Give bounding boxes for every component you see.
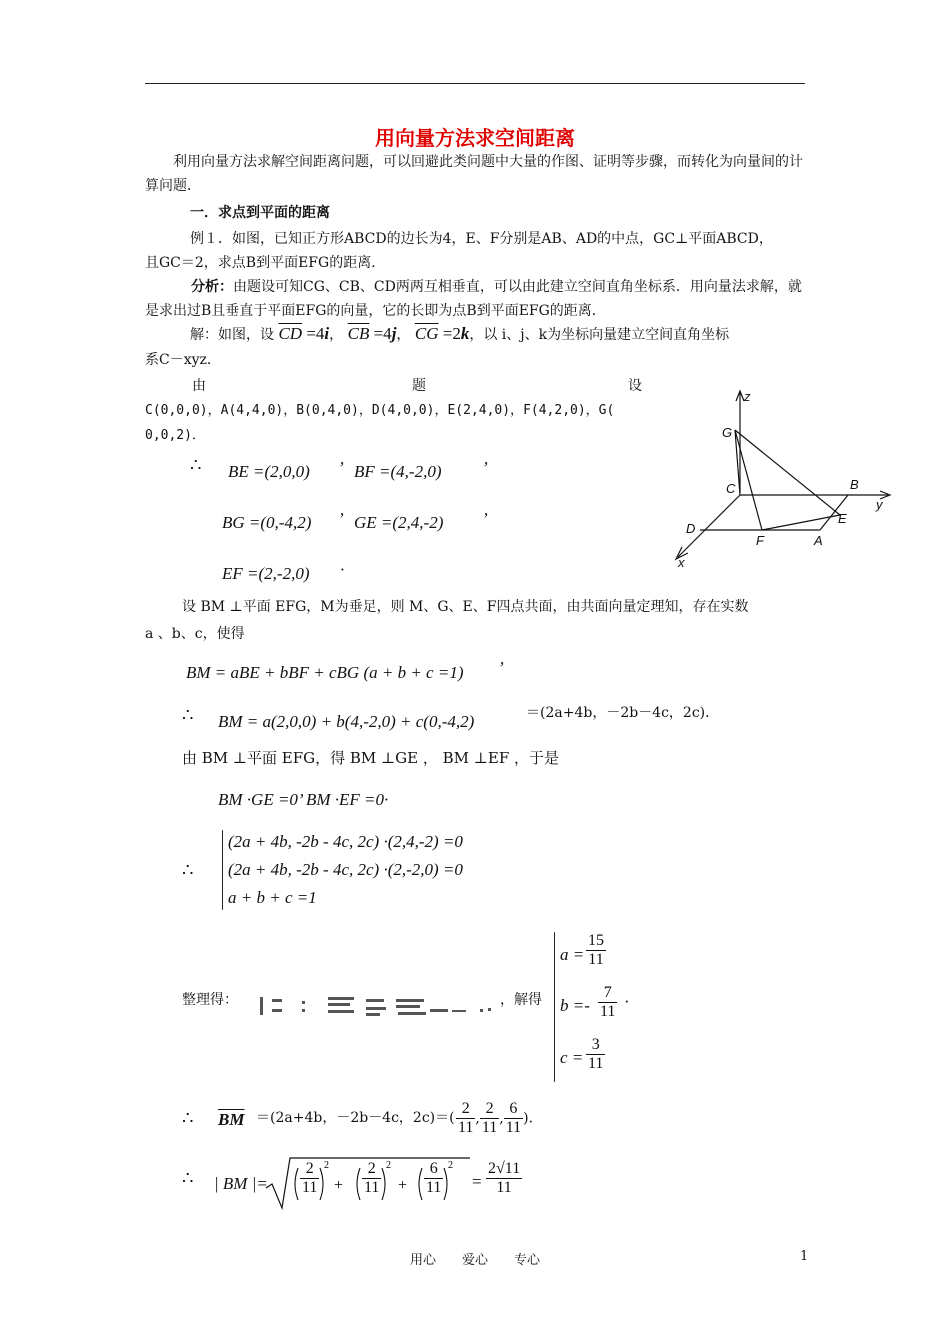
section-heading: 一．求点到平面的距离 (190, 205, 330, 221)
norm-f2 (362, 1160, 381, 1197)
comma-1: ’ (338, 458, 344, 477)
sol-a-lhs: a = (560, 945, 585, 964)
bm-f3-num: 6 (504, 1100, 523, 1119)
label-d: D (686, 521, 696, 536)
sol-a-frac (586, 932, 606, 969)
therefore-2: ∴ (182, 705, 194, 725)
therefore-5: ∴ (182, 1168, 194, 1188)
solution-brace (554, 932, 555, 1082)
norm-f3 (424, 1160, 443, 1197)
bm-vector-label: $\overline{BM}$ (218, 1110, 245, 1129)
label-g: G (722, 425, 733, 440)
eq-bg: BG =(0,-4,2) (222, 513, 312, 532)
bm-f1-num: 2 (456, 1100, 475, 1119)
period-1: · (340, 560, 345, 579)
eq-cb: =4 (369, 324, 392, 343)
eq-bm-combination: BM = aBE + bBF + cBG (a + b + c =1) (186, 663, 464, 682)
sol-b-den: 11 (600, 1003, 616, 1020)
system-eq-1: (2a + 4b, -2b - 4c, 2c) ·(2,4,-2) =0 (228, 832, 463, 851)
label-a: A (814, 533, 823, 548)
set-abc-line: a 、b、c，使得 (145, 626, 245, 642)
eq-bm-expand: BM = a(2,0,0) + b(4,-2,0) + c(0,-4,2) (218, 712, 475, 731)
bm-fractions: $\frac{2}{11}$ , $\frac{2}{11}$ , $\frac{6}{11}$ )． (458, 1100, 543, 1136)
bm-vector-eq: ＝(2a+4b，－2b－4c，2c)＝( (256, 1110, 455, 1126)
therefore-4: ∴ (182, 1108, 194, 1128)
label-b: B (850, 477, 859, 492)
system-brace (222, 830, 223, 910)
unit-k: k (460, 324, 470, 343)
svg-text:2: 2 (324, 1160, 329, 1171)
sol-b-lhs: b =- (560, 996, 590, 1015)
norm-f3-num: 6 (424, 1160, 443, 1179)
page-title: 用向量方法求空间距离 (375, 126, 575, 150)
vector-cg: $\overline{CG}$ (414, 324, 439, 343)
norm-f1-num: 2 (300, 1160, 319, 1179)
system-eq-3: a + b + c =1 (228, 888, 317, 907)
bm-f1-den: 11 (458, 1119, 474, 1136)
solution-line-2: 系C－xyz． (145, 352, 221, 368)
eq-ef: EF =(2,-2,0) (222, 564, 310, 583)
comma-4: ’ (482, 509, 488, 528)
comma-2: ’ (482, 458, 488, 477)
comma-5: ’ (498, 658, 504, 677)
eq-bf: BF =(4,-2,0) (354, 462, 442, 481)
unit-j: j (391, 324, 397, 343)
label-f: F (756, 533, 764, 548)
norm-f2-num: 2 (362, 1160, 381, 1179)
solution-intro: 解：如图，设 (190, 327, 274, 343)
dot-equations: BM ·GE =0’ BM ·EF =0· (218, 790, 389, 809)
coords-word-1: 由 (192, 378, 206, 394)
vector-cd: $\overline{CD}$ (278, 324, 303, 343)
bm-close: )． (523, 1110, 543, 1127)
label-e: E (838, 511, 847, 526)
set-bm-line: 设 BM ⊥平面 EFG，M为垂足，则 M、G、E、F四点共面，由共面向量定理知，存在实数 (182, 599, 749, 615)
sol-c-frac (586, 1036, 605, 1073)
sol-c-lhs: c = (560, 1048, 584, 1067)
therefore-1: ∴ (190, 455, 202, 475)
solution-line-1: 解：如图，设 $\overline{CD} =4i$， $\overline{CB} =4j$， $\overline{CG} =2k$，以 i、j、k为坐标向量建立空间直角坐标 (190, 324, 730, 343)
sol-a-num: 15 (588, 932, 604, 949)
analysis-label: 分析： (191, 279, 233, 295)
eq-cg: =2 (438, 324, 461, 343)
norm-result-num: 2√11 (488, 1160, 521, 1177)
analysis-paragraph (145, 275, 807, 323)
label-y: y (876, 497, 883, 512)
header-rule (145, 83, 805, 84)
example-line-1: 例１．如图，已知正方形ABCD的边长为4，E、F分别是AB、AD的中点，GC⊥平面ABCD， (190, 231, 773, 247)
analysis-text: 由题设可知CG、CB、CD两两互相垂直，可以由此建立空间直角坐标系．用向量法求解，就是求出过B且垂直于平面EFG的向量，它的长即为点B到平面EFG的距离． (145, 279, 802, 319)
vector-cb: $\overline{CB}$ (347, 324, 370, 343)
norm-result (486, 1160, 522, 1197)
norm-f2-den: 11 (364, 1179, 380, 1196)
system-eq-2: (2a + 4b, -2b - 4c, 2c) ·(2,-2,0) =0 (228, 860, 463, 879)
coords-line-2: 0,0,2)． (145, 428, 205, 443)
norm-equals: = (472, 1172, 482, 1191)
bm-vector-line (218, 1110, 244, 1131)
svg-text:+: + (334, 1177, 344, 1194)
norm-f1 (300, 1160, 319, 1197)
comma-3: ’ (338, 509, 344, 528)
svg-text:2: 2 (448, 1160, 453, 1171)
label-z: z (744, 389, 751, 404)
sol-c-den: 11 (588, 1055, 604, 1072)
edge-ge (735, 430, 840, 515)
eq-bm-result: ＝(2a+4b，－2b－4c，2c)． (526, 705, 720, 721)
eq-cd: =4 (302, 324, 325, 343)
norm-label: | BM |= (214, 1174, 268, 1193)
garbled-equation-image (258, 993, 498, 1019)
sol-b-frac (598, 984, 617, 1021)
edge-fe (762, 515, 840, 530)
sol-a-den: 11 (588, 951, 604, 968)
unit-i: i (324, 324, 330, 343)
bm-f3-den: 11 (505, 1119, 522, 1136)
norm-f3-den: 11 (426, 1179, 442, 1196)
example-line-2: 且GC＝2，求点B到平面EFG的距离． (145, 255, 386, 271)
bm-f2-den: 11 (481, 1119, 498, 1136)
norm-result-den: 11 (496, 1179, 512, 1196)
therefore-3: ∴ (182, 860, 194, 880)
svg-text:+: + (398, 1177, 408, 1194)
coordinate-figure (640, 385, 900, 575)
coords-word-3: 设 (628, 378, 642, 394)
label-x: x (678, 555, 685, 570)
coords-line-1: C(0,0,0)，A(4,4,0)，B(0,4,0)，D(4,0,0)，E(2,4,0)，F(4,2,0)，G( (145, 403, 615, 418)
period-2: · (624, 992, 630, 1011)
bm-f2-num: 2 (480, 1100, 499, 1119)
svg-text:2: 2 (386, 1160, 391, 1171)
sol-b-num: 7 (598, 984, 617, 1003)
page-footer: 用心 爱心 专心 (409, 1253, 540, 1268)
eq-be: BE =(2,0,0) (228, 462, 310, 481)
label-c: C (726, 481, 736, 496)
coords-word-2: 题 (412, 378, 426, 394)
eq-ge: GE =(2,4,-2) (354, 513, 444, 532)
page-number: 1 (800, 1249, 809, 1264)
jiede-label: ，解得 (500, 992, 542, 1008)
zhengli-label: 整理得： (182, 992, 238, 1008)
solution-intro-2: ，以 i、j、k为坐标向量建立空间直角坐标 (469, 327, 730, 343)
perp-line: 由 BM ⊥平面 EFG，得 BM ⊥GE ， BM ⊥EF ，于是 (182, 749, 560, 767)
intro-paragraph: 利用向量方法求解空间距离问题，可以回避此类问题中大量的作图、证明等步骤，而转化为向量间的计算问题． (145, 154, 803, 194)
sol-c-num: 3 (586, 1036, 605, 1055)
norm-f1-den: 11 (302, 1179, 318, 1196)
